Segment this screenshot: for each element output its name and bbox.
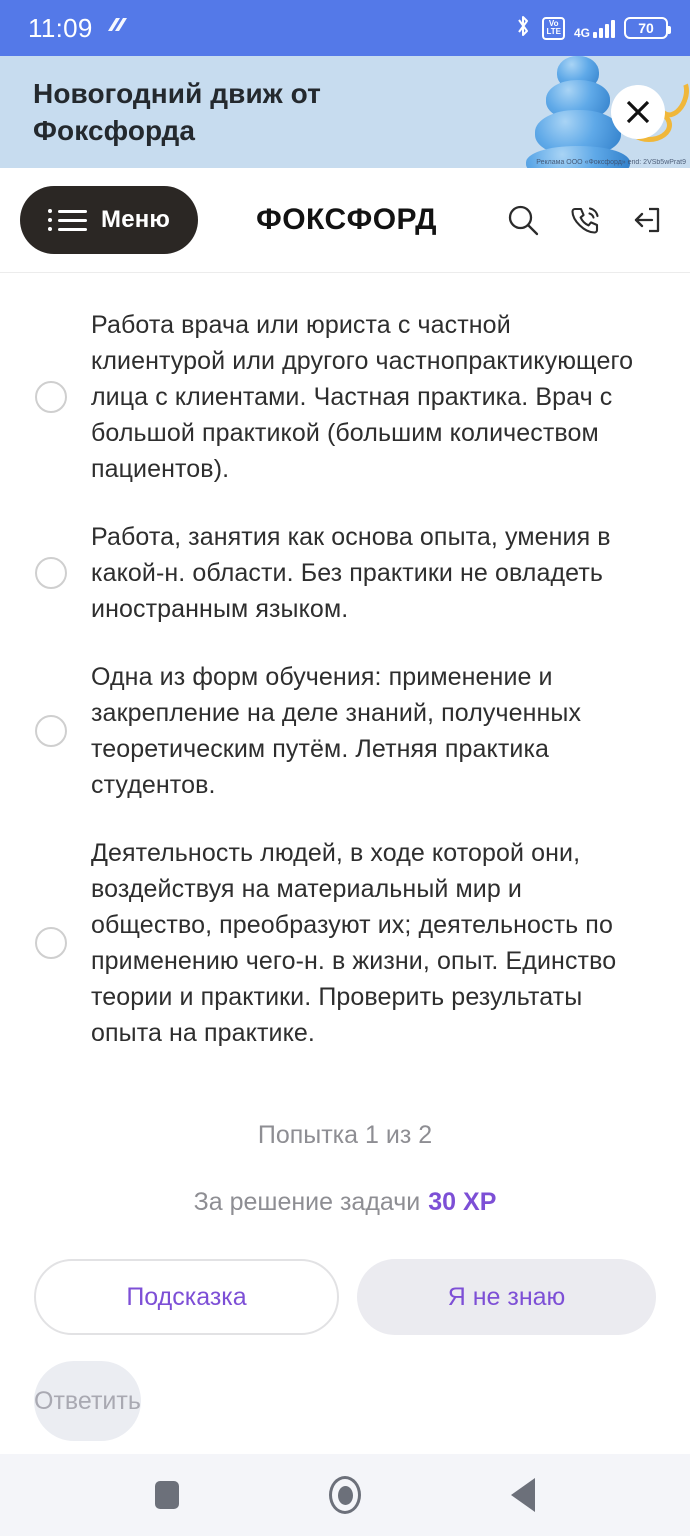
header-icons: [505, 202, 665, 238]
ad-legal-text: Реклама ООО «Фоксфорд» erid: 2VSb5wPrat9: [536, 159, 686, 166]
i-dont-know-button[interactable]: Я не знаю: [357, 1259, 656, 1335]
status-bar-clock: 11:09: [28, 12, 93, 43]
answer-options: [0, 273, 690, 1067]
recents-button[interactable]: [155, 1481, 179, 1509]
ad-banner[interactable]: [0, 56, 690, 168]
volte-icon: Vo LTE: [542, 17, 565, 40]
radio-button[interactable]: [35, 715, 67, 747]
menu-button-label: Меню: [101, 206, 171, 233]
option-label: Работа врача или юриста с частной клиентурой или другого частнопрактикующего лица с клиентами. Частная практика. Врач с большой практикой (большим количеством пациентов).: [91, 311, 634, 483]
signal-bars-icon: [593, 18, 615, 38]
status-bar-right: [513, 14, 668, 43]
login-icon[interactable]: [629, 202, 665, 238]
radio-button[interactable]: [35, 557, 67, 589]
answer-button[interactable]: Ответить: [34, 1361, 141, 1441]
list-icon: [48, 209, 87, 231]
brand-logo[interactable]: ФОКСФОРД: [256, 203, 438, 236]
ad-headline: Новогодний движ от Фоксфорда: [33, 78, 321, 146]
option-row[interactable]: [0, 643, 690, 819]
option-label: Деятельность людей, в ходе которой они, воздействуя на материальный мир и общество, преобразуют их; деятельность по применению чего-н. в жизни, опыт. Единство теории и практики. Проверить результаты опыта на практике.: [91, 839, 617, 1047]
ad-close-button[interactable]: [611, 85, 665, 139]
home-button[interactable]: [329, 1476, 361, 1514]
attempt-counter: Попытка 1 из 2: [257, 1121, 433, 1149]
site-header: [0, 168, 690, 273]
hint-button[interactable]: Подсказка: [34, 1259, 339, 1335]
search-icon[interactable]: [505, 202, 541, 238]
back-button[interactable]: [511, 1478, 535, 1512]
option-row[interactable]: [0, 503, 690, 643]
phone-icon[interactable]: [567, 202, 603, 238]
option-row[interactable]: [0, 819, 690, 1067]
close-icon: [623, 97, 653, 127]
option-label: Одна из форм обучения: применение и закрепление на деле знаний, полученных теоретическим путём. Летняя практика студентов.: [91, 663, 582, 799]
menu-button[interactable]: [20, 186, 198, 254]
app-notification-icon: [105, 15, 131, 42]
status-bar: [0, 0, 690, 56]
question-meta: [0, 1121, 690, 1217]
xp-value: 30 XP: [428, 1188, 497, 1216]
xp-reward: [0, 1188, 690, 1217]
bluetooth-icon: [513, 14, 533, 43]
option-row[interactable]: [0, 291, 690, 503]
radio-button[interactable]: [35, 381, 67, 413]
xp-prefix-label: За решение задачи: [193, 1188, 421, 1216]
battery-icon: 70: [624, 17, 668, 39]
signal-icon: 4G: [574, 18, 615, 38]
option-label: Работа, занятия как основа опыта, умения в какой-н. области. Без практики не овладеть иностранным языком.: [91, 523, 611, 623]
action-button-row: [0, 1259, 690, 1335]
android-nav-bar: [0, 1454, 690, 1536]
status-bar-left: [28, 13, 131, 44]
radio-button[interactable]: [35, 927, 67, 959]
